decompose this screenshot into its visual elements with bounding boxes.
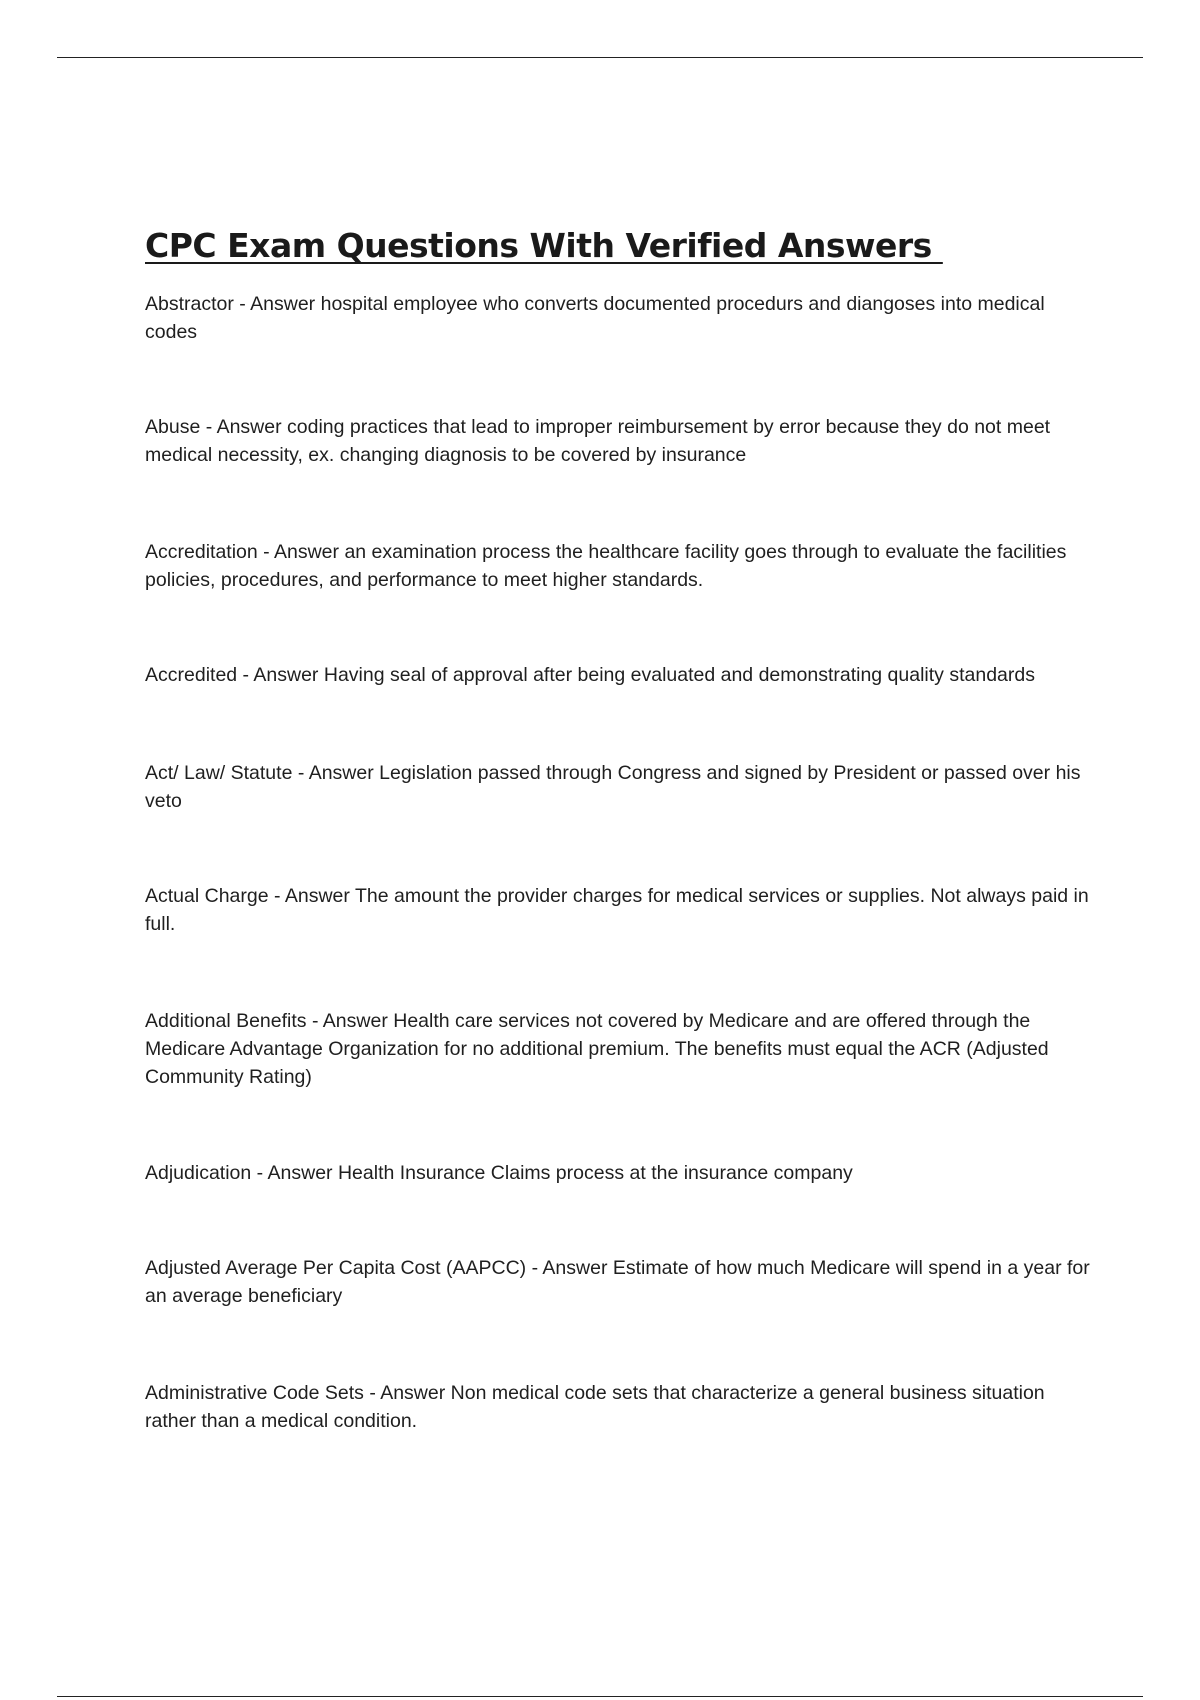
entry-term: Actual Charge [145, 885, 269, 907]
entry-definition: an examination process the healthcare facility goes through to evaluate the facilities policies, procedures, and performance to meet higher standards. [145, 541, 1067, 591]
entry-separator: - [306, 1010, 323, 1032]
entry-answer-label: Answer [250, 293, 316, 315]
entry-definition: Legislation passed through Congress and signed by President or passed over his veto [145, 762, 1081, 812]
entry-answer-label: Answer [253, 664, 319, 686]
entry-definition: coding practices that lead to improper reimbursement by error because they do not meet medical necessity, ex. changing diagnosis to be covered by insurance [145, 416, 1051, 466]
entry-term: Accreditation [145, 541, 258, 563]
glossary-entry [145, 538, 1100, 594]
entry-separator: - [200, 416, 217, 438]
glossary-entry [145, 290, 1100, 346]
entry-definition: hospital employee who converts documented procedurs and diangoses into medical codes [145, 293, 1045, 343]
entry-definition: Health Insurance Claims process at the insurance company [337, 1162, 853, 1184]
entry-separator: - [363, 1382, 381, 1404]
entry-answer-label: Answer [542, 1257, 608, 1279]
document-title: CPC Exam Questions With Verified Answers [145, 226, 943, 265]
entry-definition: The amount the provider charges for medical services or supplies. Not always paid in full. [145, 885, 1089, 935]
entry-term: Abuse [145, 416, 201, 438]
bottom-divider [57, 1696, 1143, 1697]
entry-term: Act/ Law/ Statute [145, 762, 293, 784]
entry-term: Additional Benefits [145, 1010, 307, 1032]
entry-separator: - [257, 541, 274, 563]
entry-answer-label: Answer [274, 541, 340, 563]
glossary-entry [145, 1007, 1100, 1091]
entry-separator: - [251, 1162, 268, 1184]
entry-separator: - [268, 885, 285, 907]
entry-answer-label: Answer [267, 1162, 333, 1184]
glossary-entry [145, 1379, 1100, 1435]
entry-answer-label: Answer [322, 1010, 388, 1032]
glossary-entry [145, 1159, 1100, 1187]
entry-separator: - [292, 762, 309, 784]
entry-term: Administrative Code Sets [145, 1382, 364, 1404]
entry-term: Accredited [145, 664, 238, 686]
glossary-entry [145, 413, 1100, 469]
glossary-entry [145, 661, 1100, 689]
entry-separator: - [526, 1257, 543, 1279]
entry-separator: - [233, 293, 251, 315]
glossary-entry [145, 1254, 1100, 1310]
entry-answer-label: Answer [308, 762, 374, 784]
top-divider [57, 57, 1143, 58]
entry-term: Adjusted Average Per Capita Cost (AAPCC) [145, 1257, 527, 1279]
entry-answer-label: Answer [216, 416, 282, 438]
entry-answer-label: Answer [284, 885, 350, 907]
entry-definition: Estimate of how much Medicare will spend in a year for an average beneficiary [145, 1257, 1090, 1307]
entry-separator: - [237, 664, 254, 686]
entry-definition: Health care services not covered by Medicare and are offered through the Medicare Advantage Organization for no additional premium. The benefits must equal the ACR (Adjusted Community Rating) [145, 1010, 1049, 1088]
glossary-entry [145, 882, 1100, 938]
entry-answer-label: Answer [380, 1382, 446, 1404]
entry-definition: Having seal of approval after being evaluated and demonstrating quality standards [323, 664, 1035, 686]
entry-term: Abstractor [145, 293, 234, 315]
entry-definition: Non medical code sets that characterize a general business situation rather than a medical condition. [145, 1382, 1045, 1432]
glossary-entry [145, 759, 1100, 815]
entry-term: Adjudication [145, 1162, 252, 1184]
